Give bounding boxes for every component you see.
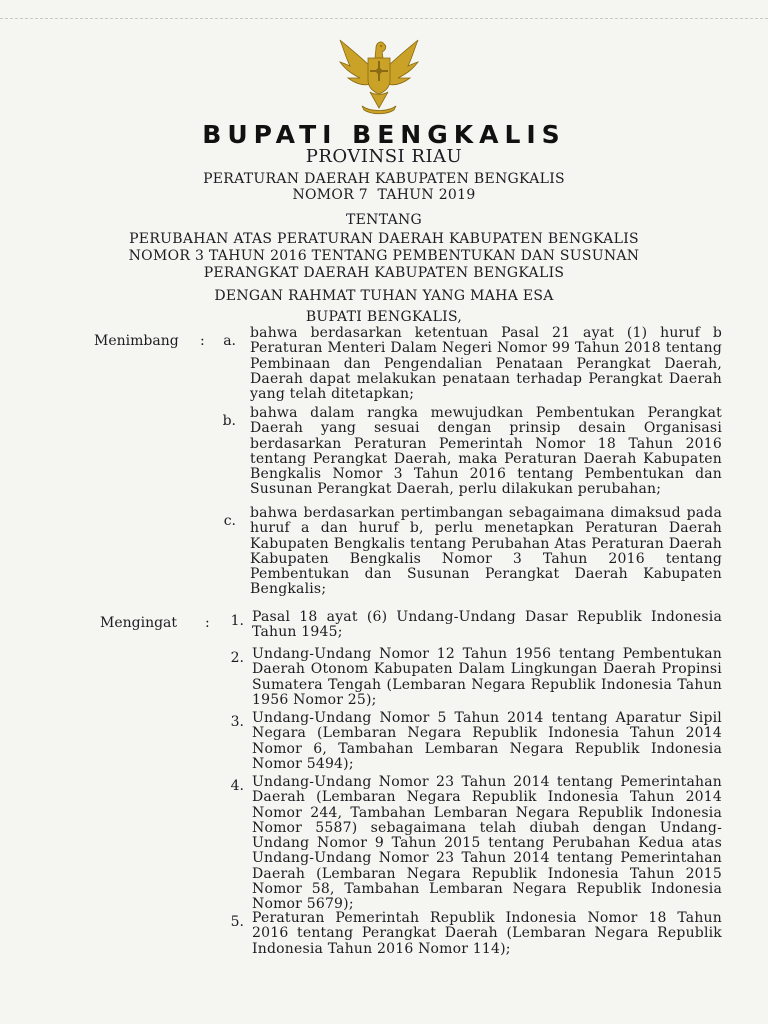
mengingat-item-2: Undang-Undang Nomor 12 Tahun 1956 tentang Pembentukan Daerah Otonom Kabupaten Dalam Lingkungan Daerah Propinsi Sumatera Tengah (Lembaran Negara Republik Indonesia Tahun 1956 Nomor 25); (252, 646, 722, 708)
scan-edge-line (0, 18, 768, 19)
menimbang-label: Menimbang (94, 333, 179, 349)
menimbang-marker-a: a. (223, 333, 236, 349)
mengingat-marker-3: 3. (230, 714, 244, 730)
mengingat-marker-4: 4. (230, 778, 244, 794)
menimbang-marker-c: c. (223, 513, 236, 529)
regulation-subject: PERUBAHAN ATAS PERATURAN DAERAH KABUPATEN BENGKALIS NOMOR 3 TAHUN 2016 TENTANG PEMBENTUKAN DAN SUSUNAN PERANGKAT DAERAH KABUPATEN BENGKALIS (128, 231, 640, 281)
menimbang-colon: : (200, 333, 205, 349)
issuer-line: BUPATI BENGKALIS, (305, 309, 463, 325)
province-title: PROVINSI RIAU (305, 146, 463, 167)
blessing-line: DENGAN RAHMAT TUHAN YANG MAHA ESA (214, 288, 554, 304)
mengingat-item-5: Peraturan Pemerintah Republik Indonesia Nomor 18 Tahun 2016 tentang Perangkat Daerah (Lembaran Negara Republik Indonesia Tahun 2016 Nomor 114); (252, 910, 722, 957)
mengingat-item-1: Pasal 18 ayat (6) Undang-Undang Dasar Republik Indonesia Tahun 1945; (252, 609, 722, 641)
regulation-title: PERATURAN DAERAH KABUPATEN BENGKALIS (203, 171, 565, 187)
office-title: BUPATI BENGKALIS (202, 120, 566, 149)
mengingat-item-3: Undang-Undang Nomor 5 Tahun 2014 tentang Aparatur Sipil Negara (Lembaran Negara Republik Indonesia Tahun 2014 Nomor 6, Tambahan Lembaran Negara Republik Indonesia Nomor 5494); (252, 710, 722, 772)
garuda-emblem-icon (334, 28, 424, 118)
regulation-number: NOMOR 7 TAHUN 2019 (292, 187, 476, 203)
mengingat-colon: : (205, 615, 210, 631)
menimbang-item-a: bahwa berdasarkan ketentuan Pasal 21 ayat (1) huruf b Peraturan Menteri Dalam Negeri Nomor 99 Tahun 2018 tentang Pembinaan dan Pengendalian Penataan Perangkat Daerah, Daerah dapat melakukan penataan terhadap Perangkat Daerah yang telah ditetapkan; (250, 325, 722, 403)
mengingat-item-4: Undang-Undang Nomor 23 Tahun 2014 tentang Pemerintahan Daerah (Lembaran Negara Republik Indonesia Tahun 2014 Nomor 244, Tambahan Lembaran Negara Republik Indonesia Nomor 5587) sebagaimana telah diubah dengan Undang-Undang Nomor 9 Tahun 2015 tentang Perubahan Kedua atas Undang-Undang Nomor 23 Tahun 2014 tentang Pemerintahan Daerah (Lembaran Negara Republik Indonesia Tahun 2015 Nomor 58, Tambahan Lembaran Negara Republik Indonesia Nomor 5679); (252, 774, 722, 913)
menimbang-marker-b: b. (222, 413, 236, 429)
mengingat-marker-5: 5. (230, 914, 244, 930)
mengingat-marker-2: 2. (230, 650, 244, 666)
mengingat-marker-1: 1. (230, 613, 244, 629)
mengingat-label: Mengingat (100, 615, 178, 631)
menimbang-item-b: bahwa dalam rangka mewujudkan Pembentukan Perangkat Daerah yang sesuai dengan prinsip desain Organisasi berdasarkan Peraturan Pemerintah Nomor 18 Tahun 2016 tentang Perangkat Daerah, maka Peraturan Daerah Kabupaten Bengkalis Nomor 3 Tahun 2016 tentang Pembentukan dan Susunan Perangkat Daerah, perlu dilakukan perubahan; (250, 405, 722, 498)
about-label: TENTANG (345, 212, 423, 228)
menimbang-item-c: bahwa berdasarkan pertimbangan sebagaimana dimaksud pada huruf a dan huruf b, perlu menetapkan Peraturan Daerah Kabupaten Bengkalis tentang Perubahan Atas Peraturan Daerah Kabupaten Bengkalis Nomor 3 Tahun 2016 tentang Pembentukan dan Susunan Perangkat Daerah Kabupaten Bengkalis; (250, 505, 722, 598)
